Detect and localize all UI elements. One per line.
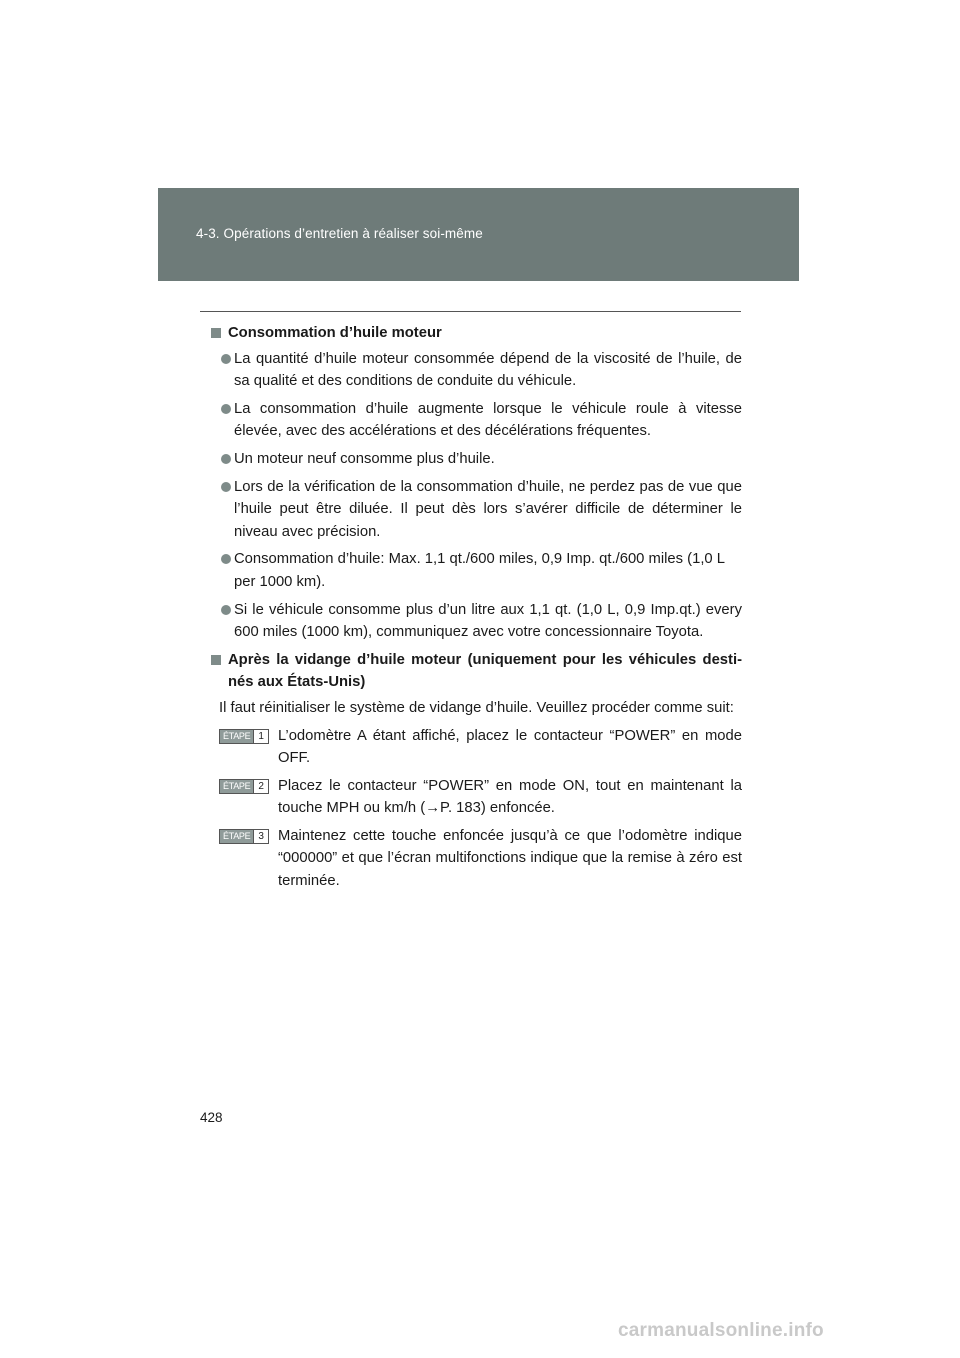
bullet-dot-icon xyxy=(221,554,231,564)
step-item: ÉTAPE 1 L’odomètre A étant affiché, placez le contacteur “POWER” en mode OFF. xyxy=(210,725,742,770)
list-item: Un moteur neuf consomme plus d’huile. xyxy=(210,448,742,471)
bullet-dot-icon xyxy=(221,354,231,364)
step-item: ÉTAPE 3 Maintenez cette touche enfoncée jusqu’à ce que l’odomètre indique “000000” et que l’écran multifonctions indique que la remise à zéro est terminée. xyxy=(210,825,742,893)
list-item: La quantité d’huile moteur consommée dépend de la viscosité de l’huile, de sa qualité et des conditions de conduite du véhicule. xyxy=(210,348,742,393)
bullet-dot-icon xyxy=(221,605,231,615)
bullet-dot-icon xyxy=(221,404,231,414)
watermark: carmanualsonline.info xyxy=(618,1320,824,1341)
list-item: La consommation d’huile augmente lorsque le véhicule roule à vitesse élevée, avec des accélérations et des décélérations fréquentes. xyxy=(210,398,742,443)
page-number: 428 xyxy=(200,1110,223,1125)
bullet-dot-icon xyxy=(221,454,231,464)
step-item: ÉTAPE 2 Placez le contacteur “POWER” en mode ON, tout en maintenant la touche MPH ou km/h (→P. 183) enfoncée. xyxy=(210,775,742,820)
section-title: 4-3. Opérations d’entretien à réaliser soi-même xyxy=(196,226,483,241)
section-heading-oil-change: Après la vidange d’huile moteur (uniquement pour les véhicules desti- nés aux États-Unis) xyxy=(210,649,742,694)
square-bullet-icon xyxy=(211,328,221,338)
list-item: Lors de la vérification de la consommation d’huile, ne perdez pas de vue que l’huile peut être diluée. Il peut dès lors s’avérer difficile de déterminer le niveau avec précision. xyxy=(210,476,742,544)
section-heading-oil-consumption: Consommation d’huile moteur xyxy=(210,322,742,345)
step-badge: ÉTAPE 1 xyxy=(219,729,269,744)
content xyxy=(210,322,742,898)
step-badge: ÉTAPE 2 xyxy=(219,779,269,794)
list-item: Consommation d’huile: Max. 1,1 qt./600 miles, 0,9 Imp. qt./600 miles (1,0 L per 1000 km). xyxy=(210,548,742,593)
bullet-dot-icon xyxy=(221,482,231,492)
step-badge: ÉTAPE 3 xyxy=(219,829,269,844)
divider xyxy=(200,311,741,312)
square-bullet-icon xyxy=(211,655,221,665)
intro-paragraph: Il faut réinitialiser le système de vidange d’huile. Veuillez procéder comme suit: xyxy=(219,699,734,716)
header-band xyxy=(158,188,799,281)
list-item: Si le véhicule consomme plus d’un litre aux 1,1 qt. (1,0 L, 0,9 Imp.qt.) every 600 miles (1000 km), communiquez avec votre concessionnaire Toyota. xyxy=(210,599,742,644)
